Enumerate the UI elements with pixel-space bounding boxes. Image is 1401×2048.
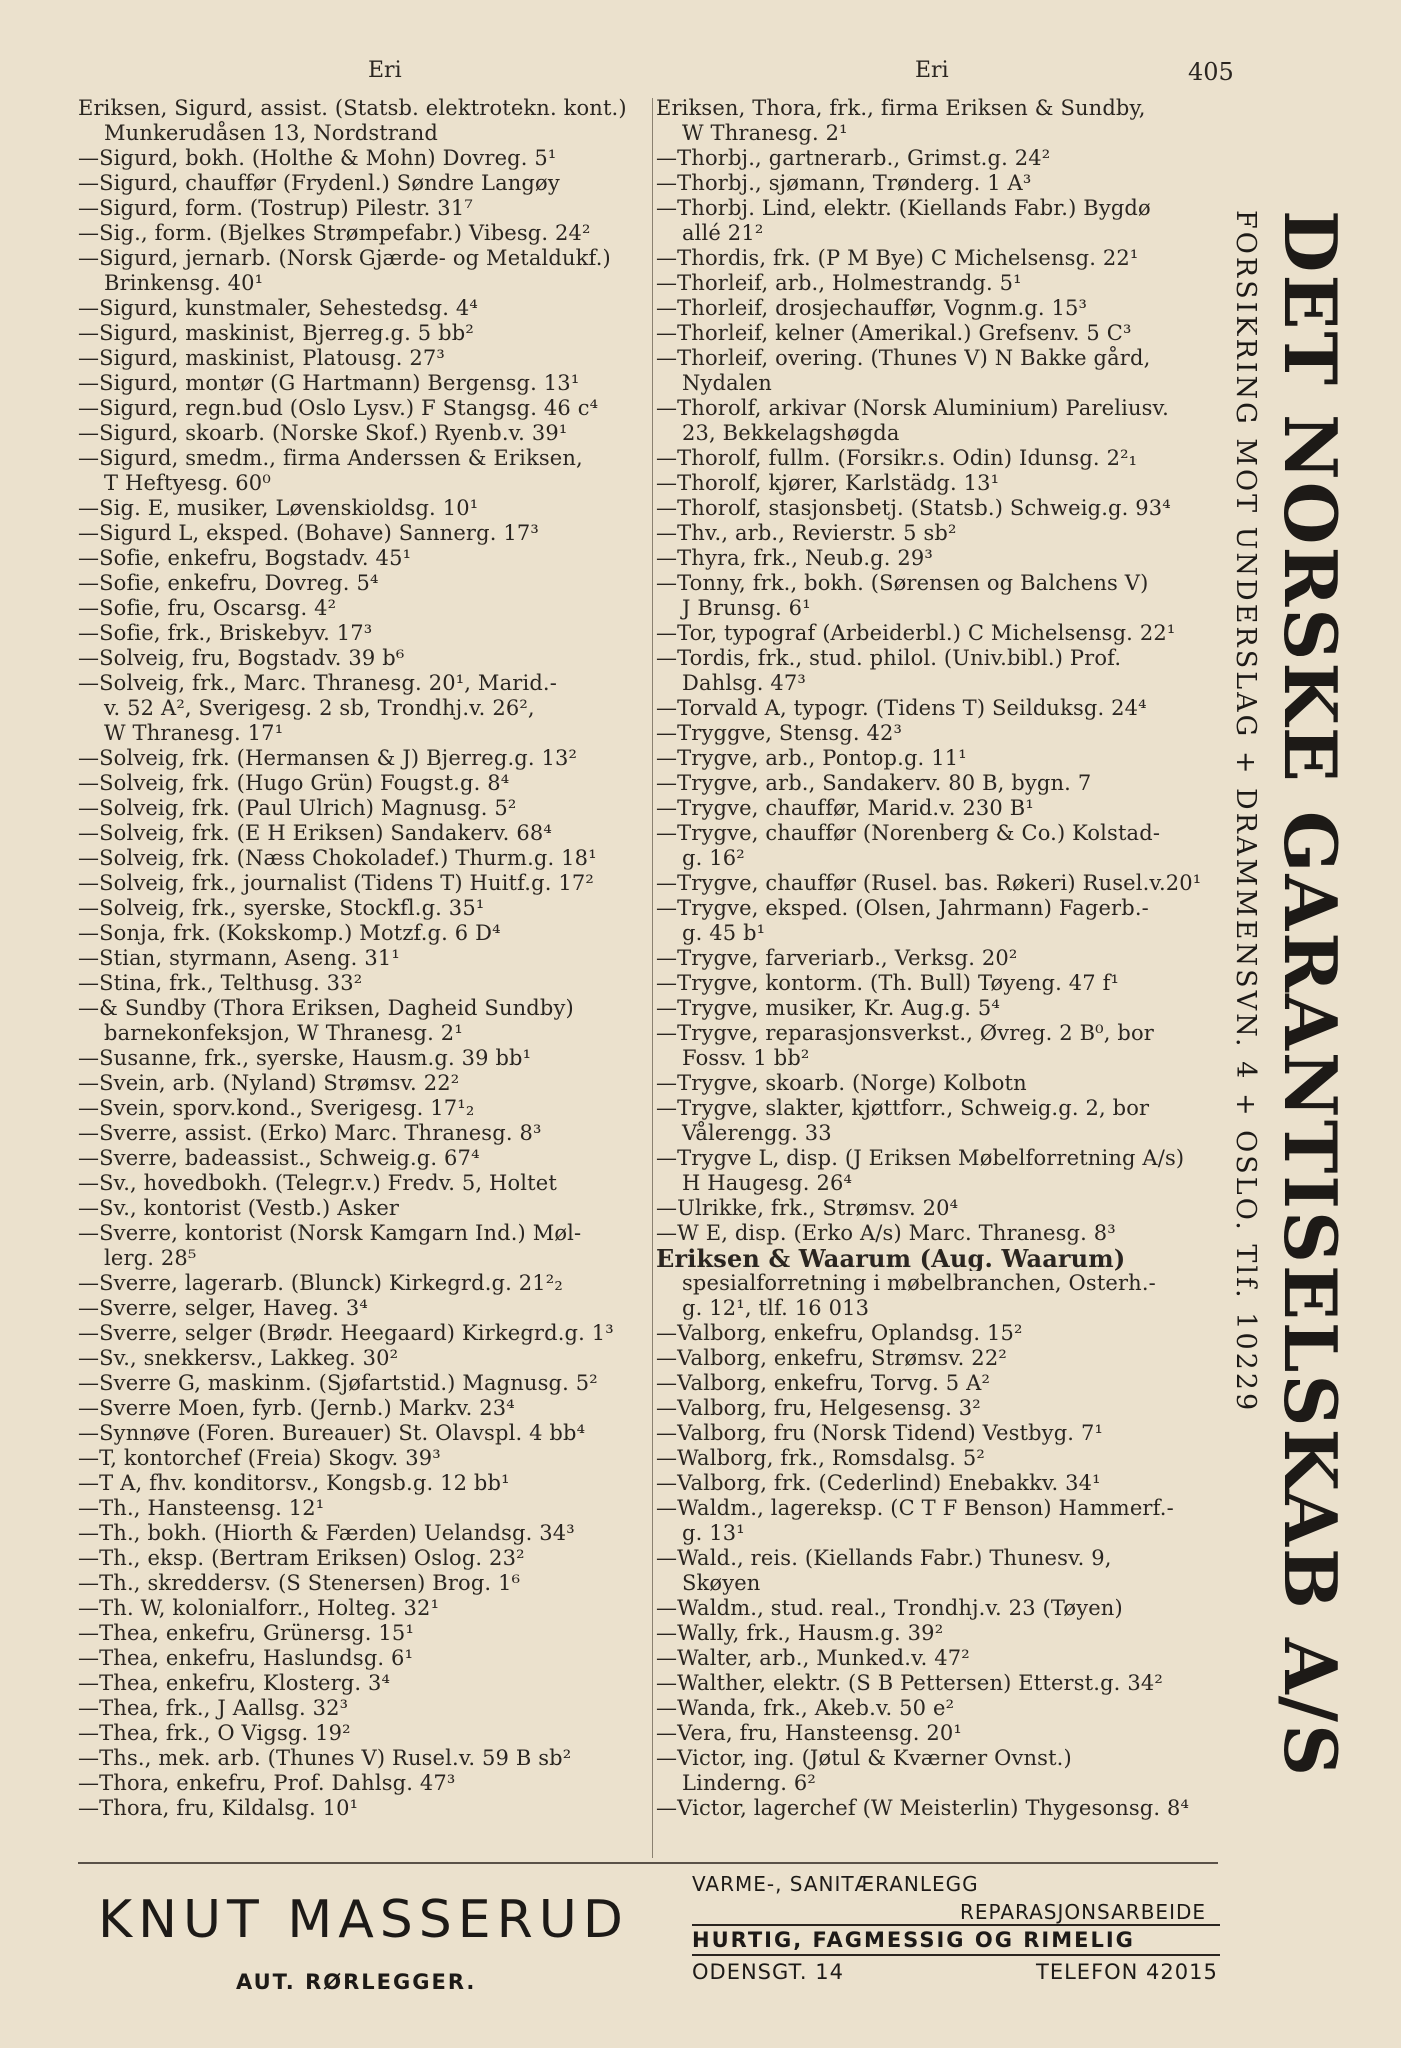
directory-entry: J Brunsg. 6¹ — [682, 596, 811, 620]
directory-entry: —Valborg, enkefru, Torvg. 5 A² — [656, 1371, 991, 1395]
directory-entry: —Ulrikke, frk., Strømsv. 20⁴ — [656, 1196, 959, 1220]
footer-divider — [78, 1862, 1218, 1864]
directory-entry: —Thorbj., sjømann, Trønderg. 1 A³ — [656, 171, 1032, 195]
directory-entry: —Thea, enkefru, Haslundsg. 6¹ — [78, 1646, 414, 1670]
directory-entry: —Svein, arb. (Nyland) Strømsv. 22² — [78, 1071, 460, 1095]
directory-entry: —Solveig, frk., journalist (Tidens T) Huitf.g. 17² — [78, 871, 594, 895]
directory-entry: —Trygve, chauffør (Rusel. bas. Røkeri) Rusel.v.20¹ — [656, 871, 1202, 895]
directory-entry: —Wald., reis. (Kiellands Fabr.) Thunesv. 9, — [656, 1546, 1112, 1570]
directory-entry: —Solveig, frk., Marc. Thranesg. 20¹, Marid.- — [78, 671, 557, 695]
directory-entry: —Tryggve, Stensg. 42³ — [656, 721, 903, 745]
directory-entry: —Thea, frk., J Aallsg. 32³ — [78, 1696, 349, 1720]
directory-entry: —Torvald A, typogr. (Tidens T) Seilduksg. 24⁴ — [656, 696, 1147, 720]
directory-entry: —Sverre, selger (Brødr. Heegaard) Kirkegrd.g. 1³ — [78, 1321, 614, 1345]
directory-entry: —Thv., arb., Revierstr. 5 sb² — [656, 521, 957, 545]
directory-entry: —Tor, typograf (Arbeiderbl.) C Michelsensg. 22¹ — [656, 621, 1176, 645]
ad-repairs: REPARASJONSARBEIDE — [960, 1900, 1206, 1924]
directory-entry: —Solveig, frk. (Hermansen & J) Bjerreg.g. 13² — [78, 746, 578, 770]
directory-entry: —Thorolf, fullm. (Forsikr.s. Odin) Idunsg. 2²₁ — [656, 446, 1138, 470]
directory-entry: —Sv., snekkersv., Lakkeg. 30² — [78, 1346, 399, 1370]
ad-rule — [692, 1924, 1220, 1926]
directory-entry: —T A, fhv. konditorsv., Kongsb.g. 12 bb¹ — [78, 1471, 510, 1495]
ad-telephone: TELEFON 42015 — [1036, 1960, 1218, 1984]
directory-entry: —Trygve, slakter, kjøttforr., Schweig.g. 2, bor — [656, 1096, 1150, 1120]
ad-slogan: HURTIG, FAGMESSIG OG RIMELIG — [692, 1928, 1135, 1952]
directory-entry: —Sverre Moen, fyrb. (Jernb.) Markv. 23⁴ — [78, 1396, 515, 1420]
directory-entry: —Sverre G, maskinm. (Sjøfartstid.) Magnusg. 5² — [78, 1371, 598, 1395]
directory-entry: Skøyen — [682, 1571, 761, 1595]
directory-entry: —Sigurd, regn.bud (Oslo Lysv.) F Stangsg. 46 c⁴ — [78, 396, 599, 420]
directory-entry: —Thora, enkefru, Prof. Dahlsg. 47³ — [78, 1771, 456, 1795]
directory-entry: —Waldm., stud. real., Trondhj.v. 23 (Tøyen) — [656, 1596, 1123, 1620]
directory-entry: —Thordis, frk. (P M Bye) C Michelsensg. 22¹ — [656, 246, 1139, 270]
directory-entry: —Trygve, skoarb. (Norge) Kolbotn — [656, 1071, 1027, 1095]
directory-entry: —Valborg, fru (Norsk Tidend) Vestbyg. 7¹ — [656, 1421, 1104, 1445]
running-header-left: Eri — [368, 58, 402, 83]
directory-entry: —Sigurd, smedm., firma Anderssen & Eriksen, — [78, 446, 583, 470]
directory-entry: Nydalen — [682, 371, 772, 395]
directory-entry: —& Sundby (Thora Eriksen, Dagheid Sundby) — [78, 996, 574, 1020]
directory-entry: —Valborg, enkefru, Oplandsg. 15² — [656, 1321, 1023, 1345]
directory-entry: —Walborg, frk., Romsdalsg. 5² — [656, 1446, 985, 1470]
directory-entry: —Wanda, frk., Akeb.v. 50 e² — [656, 1696, 955, 1720]
directory-entry: —Walter, arb., Munked.v. 47² — [656, 1646, 970, 1670]
page-number: 405 — [1188, 58, 1234, 86]
directory-entry: —Sofie, frk., Briskebyv. 17³ — [78, 621, 373, 645]
directory-entry: g. 16² — [682, 846, 745, 870]
directory-entry: —Trygve, musiker, Kr. Aug.g. 5⁴ — [656, 996, 1000, 1020]
directory-entry: Brinkensg. 40¹ — [104, 271, 264, 295]
directory-entry: —Th., skreddersv. (S Stenersen) Brog. 1⁶ — [78, 1571, 521, 1595]
directory-entry: —W E, disp. (Erko A/s) Marc. Thranesg. 8³ — [656, 1221, 1116, 1245]
directory-entry: Fossv. 1 bb² — [682, 1046, 810, 1070]
directory-entry: —Trygve, chauffør, Marid.v. 230 B¹ — [656, 796, 1034, 820]
directory-entry: —Valborg, frk. (Cederlind) Enebakkv. 34¹ — [656, 1471, 1101, 1495]
directory-entry: —Victor, ing. (Jøtul & Kværner Ovnst.) — [656, 1746, 1072, 1770]
directory-entry: —Solveig, frk. (Paul Ulrich) Magnusg. 5² — [78, 796, 517, 820]
directory-entry: —Trygve, chauffør (Norenberg & Co.) Kolstad- — [656, 821, 1161, 845]
side-ad-title: DET NORSKE GARANTISELSKAB A/S — [1268, 210, 1353, 1779]
directory-entry: —Trygve, farveriarb., Verksg. 20² — [656, 946, 1018, 970]
directory-entry: —Th. W, kolonialforr., Holteg. 32¹ — [78, 1596, 440, 1620]
ad-services: VARME-, SANITÆRANLEGG — [692, 1872, 979, 1896]
directory-entry: —Sigurd, bokh. (Holthe & Mohn) Dovreg. 5¹ — [78, 146, 557, 170]
side-advertisement — [1225, 210, 1355, 1779]
directory-entry: —Sig. E, musiker, Løvenskioldsg. 10¹ — [78, 496, 479, 520]
directory-entry: —Thorolf, stasjonsbetj. (Statsb.) Schweig.g. 93⁴ — [656, 496, 1171, 520]
directory-entry: —Sverre, kontorist (Norsk Kamgarn Ind.) Møl- — [78, 1221, 582, 1245]
directory-entry: —Stina, frk., Telthusg. 33² — [78, 971, 363, 995]
directory-entry: —Sv., hovedbokh. (Telegr.v.) Fredv. 5, Holtet — [78, 1171, 557, 1195]
directory-entry: —Thorbj. Lind, elektr. (Kiellands Fabr.) Bygdø — [656, 196, 1151, 220]
directory-entry: T Heftyesg. 60⁰ — [104, 471, 271, 495]
directory-entry: —Stian, styrmann, Aseng. 31¹ — [78, 946, 400, 970]
ad-company-name: KNUT MASSERUD — [98, 1890, 629, 1950]
directory-entry: —Trygve, reparasjonsverkst., Øvreg. 2 B⁰, bor — [656, 1021, 1154, 1045]
directory-entry: —Trygve, eksped. (Olsen, Jahrmann) Fagerb.- — [656, 896, 1149, 920]
directory-entry: g. 45 b¹ — [682, 921, 766, 945]
directory-entry: v. 52 A², Sverigesg. 2 sb, Trondhj.v. 26², — [104, 696, 535, 720]
directory-entry: —Synnøve (Foren. Bureauer) St. Olavspl. 4 bb⁴ — [78, 1421, 586, 1445]
running-header-right: Eri — [915, 58, 949, 83]
ad-rule — [692, 1954, 1220, 1956]
directory-entry: —Th., eksp. (Bertram Eriksen) Oslog. 23² — [78, 1546, 525, 1570]
directory-entry: —Sigurd, skoarb. (Norske Skof.) Ryenb.v. 39¹ — [78, 421, 568, 445]
directory-entry: —Thora, fru, Kildalsg. 10¹ — [78, 1796, 359, 1820]
ad-address: ODENSGT. 14 — [692, 1960, 844, 1984]
directory-entry: —Sigurd, chauffør (Frydenl.) Søndre Langøy — [78, 171, 560, 195]
directory-entry: —Wally, frk., Hausm.g. 39² — [656, 1621, 944, 1645]
directory-entry: —Trygve L, disp. (J Eriksen Møbelforretning A/s) — [656, 1146, 1185, 1170]
directory-entry: —Sofie, enkefru, Dovreg. 5⁴ — [78, 571, 379, 595]
directory-entry: —Solveig, frk., syerske, Stockfl.g. 35¹ — [78, 896, 485, 920]
directory-entry: —Th., bokh. (Hiorth & Færden) Uelandsg. 34³ — [78, 1521, 575, 1545]
left-column — [78, 96, 650, 1821]
directory-entry: Munkerudåsen 13, Nordstrand — [104, 121, 439, 145]
directory-entry: lerg. 28⁵ — [104, 1246, 197, 1270]
directory-entry: —Sigurd, maskinist, Platousg. 27³ — [78, 346, 445, 370]
directory-entry: Vålerengg. 33 — [682, 1121, 832, 1145]
directory-entry: —T, kontorchef (Freia) Skogv. 39³ — [78, 1446, 441, 1470]
directory-entry: —Waldm., lagereksp. (C T F Benson) Hammerf.- — [656, 1496, 1174, 1520]
directory-entry: —Sverre, selger, Haveg. 3⁴ — [78, 1296, 369, 1320]
directory-entry: Eriksen, Thora, frk., firma Eriksen & Sundby, — [656, 96, 1146, 120]
column-divider — [652, 98, 653, 1858]
directory-entry: —Sigurd, montør (G Hartmann) Bergensg. 13¹ — [78, 371, 580, 395]
directory-entry: g. 12¹, tlf. 16 013 — [682, 1296, 870, 1320]
directory-entry: —Susanne, frk., syerske, Hausm.g. 39 bb¹ — [78, 1046, 532, 1070]
directory-entry: —Sigurd, kunstmaler, Sehestedsg. 4⁴ — [78, 296, 479, 320]
directory-entry: —Solveig, fru, Bogstadv. 39 b⁶ — [78, 646, 405, 670]
directory-entry: —Sverre, lagerarb. (Blunck) Kirkegrd.g. 21²₂ — [78, 1271, 563, 1295]
directory-entry: —Solveig, frk. (Næss Chokoladef.) Thurm.g. 18¹ — [78, 846, 597, 870]
directory-entry: —Thea, enkefru, Klosterg. 3⁴ — [78, 1671, 391, 1695]
directory-entry: —Trygve, arb., Pontop.g. 11¹ — [656, 746, 967, 770]
directory-entry: —Sonja, frk. (Kokskomp.) Motzf.g. 6 D⁴ — [78, 921, 501, 945]
directory-entry: —Solveig, frk. (E H Eriksen) Sandakerv. 68⁴ — [78, 821, 552, 845]
directory-entry: —Sigurd, form. (Tostrup) Pilestr. 31⁷ — [78, 196, 473, 220]
directory-entry: —Solveig, frk. (Hugo Grün) Fougst.g. 8⁴ — [78, 771, 510, 795]
right-column — [656, 96, 1221, 1821]
directory-entry: Eriksen, Sigurd, assist. (Statsb. elektrotekn. kont.) — [78, 96, 627, 120]
directory-entry: —Thyra, frk., Neub.g. 29³ — [656, 546, 933, 570]
directory-entry: —Tonny, frk., bokh. (Sørensen og Balchens V) — [656, 571, 1149, 595]
directory-entry: —Thea, enkefru, Grünersg. 15¹ — [78, 1621, 415, 1645]
directory-entry: g. 13¹ — [682, 1521, 745, 1545]
directory-entry: —Sigurd, jernarb. (Norsk Gjærde- og Metaldukf.) — [78, 246, 611, 270]
directory-entry: —Sig., form. (Bjelkes Strømpefabr.) Vibesg. 24² — [78, 221, 591, 245]
directory-entry: —Trygve, arb., Sandakerv. 80 B, bygn. 7 — [656, 771, 1092, 795]
directory-entry: —Vera, fru, Hansteensg. 20¹ — [656, 1721, 962, 1745]
directory-entry: —Sverre, badeassist., Schweig.g. 67⁴ — [78, 1146, 480, 1170]
directory-entry: —Thorleif, drosjechauffør, Vognm.g. 15³ — [656, 296, 1088, 320]
directory-entry: Eriksen & Waarum (Aug. Waarum) — [656, 1246, 1126, 1271]
directory-entry: —Ths., mek. arb. (Thunes V) Rusel.v. 59 B sb² — [78, 1746, 572, 1770]
directory-entry: W Thranesg. 2¹ — [682, 121, 848, 145]
directory-entry: —Sigurd, maskinist, Bjerreg.g. 5 bb² — [78, 321, 474, 345]
directory-entry: —Thorolf, arkivar (Norsk Aluminium) Pareliusv. — [656, 396, 1169, 420]
directory-entry: —Victor, lagerchef (W Meisterlin) Thygesonsg. 8⁴ — [656, 1796, 1190, 1820]
directory-entry: —Tordis, frk., stud. philol. (Univ.bibl.) Prof. — [656, 646, 1122, 670]
ad-company-subtitle: AUT. RØRLEGGER. — [236, 1970, 477, 1994]
directory-entry: —Trygve, kontorm. (Th. Bull) Tøyeng. 47 f¹ — [656, 971, 1120, 995]
directory-entry: —Sv., kontorist (Vestb.) Asker — [78, 1196, 400, 1220]
directory-entry: —Valborg, fru, Helgesensg. 3² — [656, 1396, 981, 1420]
directory-entry: Dahlsg. 47³ — [682, 671, 806, 695]
directory-entry: W Thranesg. 17¹ — [104, 721, 284, 745]
directory-entry: —Thea, frk., O Vigsg. 19² — [78, 1721, 351, 1745]
directory-entry: —Thorleif, arb., Holmestrandg. 5¹ — [656, 271, 1022, 295]
directory-entry: —Thorbj., gartnerarb., Grimst.g. 24² — [656, 146, 1051, 170]
directory-entry: —Thorleif, overing. (Thunes V) N Bakke gård, — [656, 346, 1151, 370]
side-ad-tagline: FORSIKRING MOT UNDERSLAG + DRAMMENSVN. 4 + OSLO. Tlf. 10229 — [1230, 210, 1261, 1414]
directory-entry: —Sofie, fru, Oscarsg. 4² — [78, 596, 337, 620]
directory-entry: barnekonfeksjon, W Thranesg. 2¹ — [104, 1021, 463, 1045]
directory-entry: H Haugesg. 26⁴ — [682, 1171, 853, 1195]
directory-entry: —Th., Hansteensg. 12¹ — [78, 1496, 325, 1520]
directory-entry: —Svein, sporv.kond., Sverigesg. 17¹₂ — [78, 1096, 475, 1120]
directory-entry: —Valborg, enkefru, Strømsv. 22² — [656, 1346, 1007, 1370]
directory-entry: allé 21² — [682, 221, 764, 245]
directory-entry: —Walther, elektr. (S B Pettersen) Etterst.g. 34² — [656, 1671, 1163, 1695]
directory-entry: —Sofie, enkefru, Bogstadv. 45¹ — [78, 546, 412, 570]
directory-entry: —Thorolf, kjører, Karlstädg. 13¹ — [656, 471, 1000, 495]
directory-entry: spesialforretning i møbelbranchen, Osterh.- — [682, 1271, 1156, 1295]
bottom-advertisement — [0, 1872, 1401, 2022]
directory-entry: —Sverre, assist. (Erko) Marc. Thranesg. 8³ — [78, 1121, 542, 1145]
directory-entry: —Sigurd L, eksped. (Bohave) Sannerg. 17³ — [78, 521, 539, 545]
directory-entry: Linderng. 6² — [682, 1771, 816, 1795]
directory-entry: —Thorleif, kelner (Amerikal.) Grefsenv. 5 C³ — [656, 321, 1132, 345]
directory-entry: 23, Bekkelagshøgda — [682, 421, 900, 445]
